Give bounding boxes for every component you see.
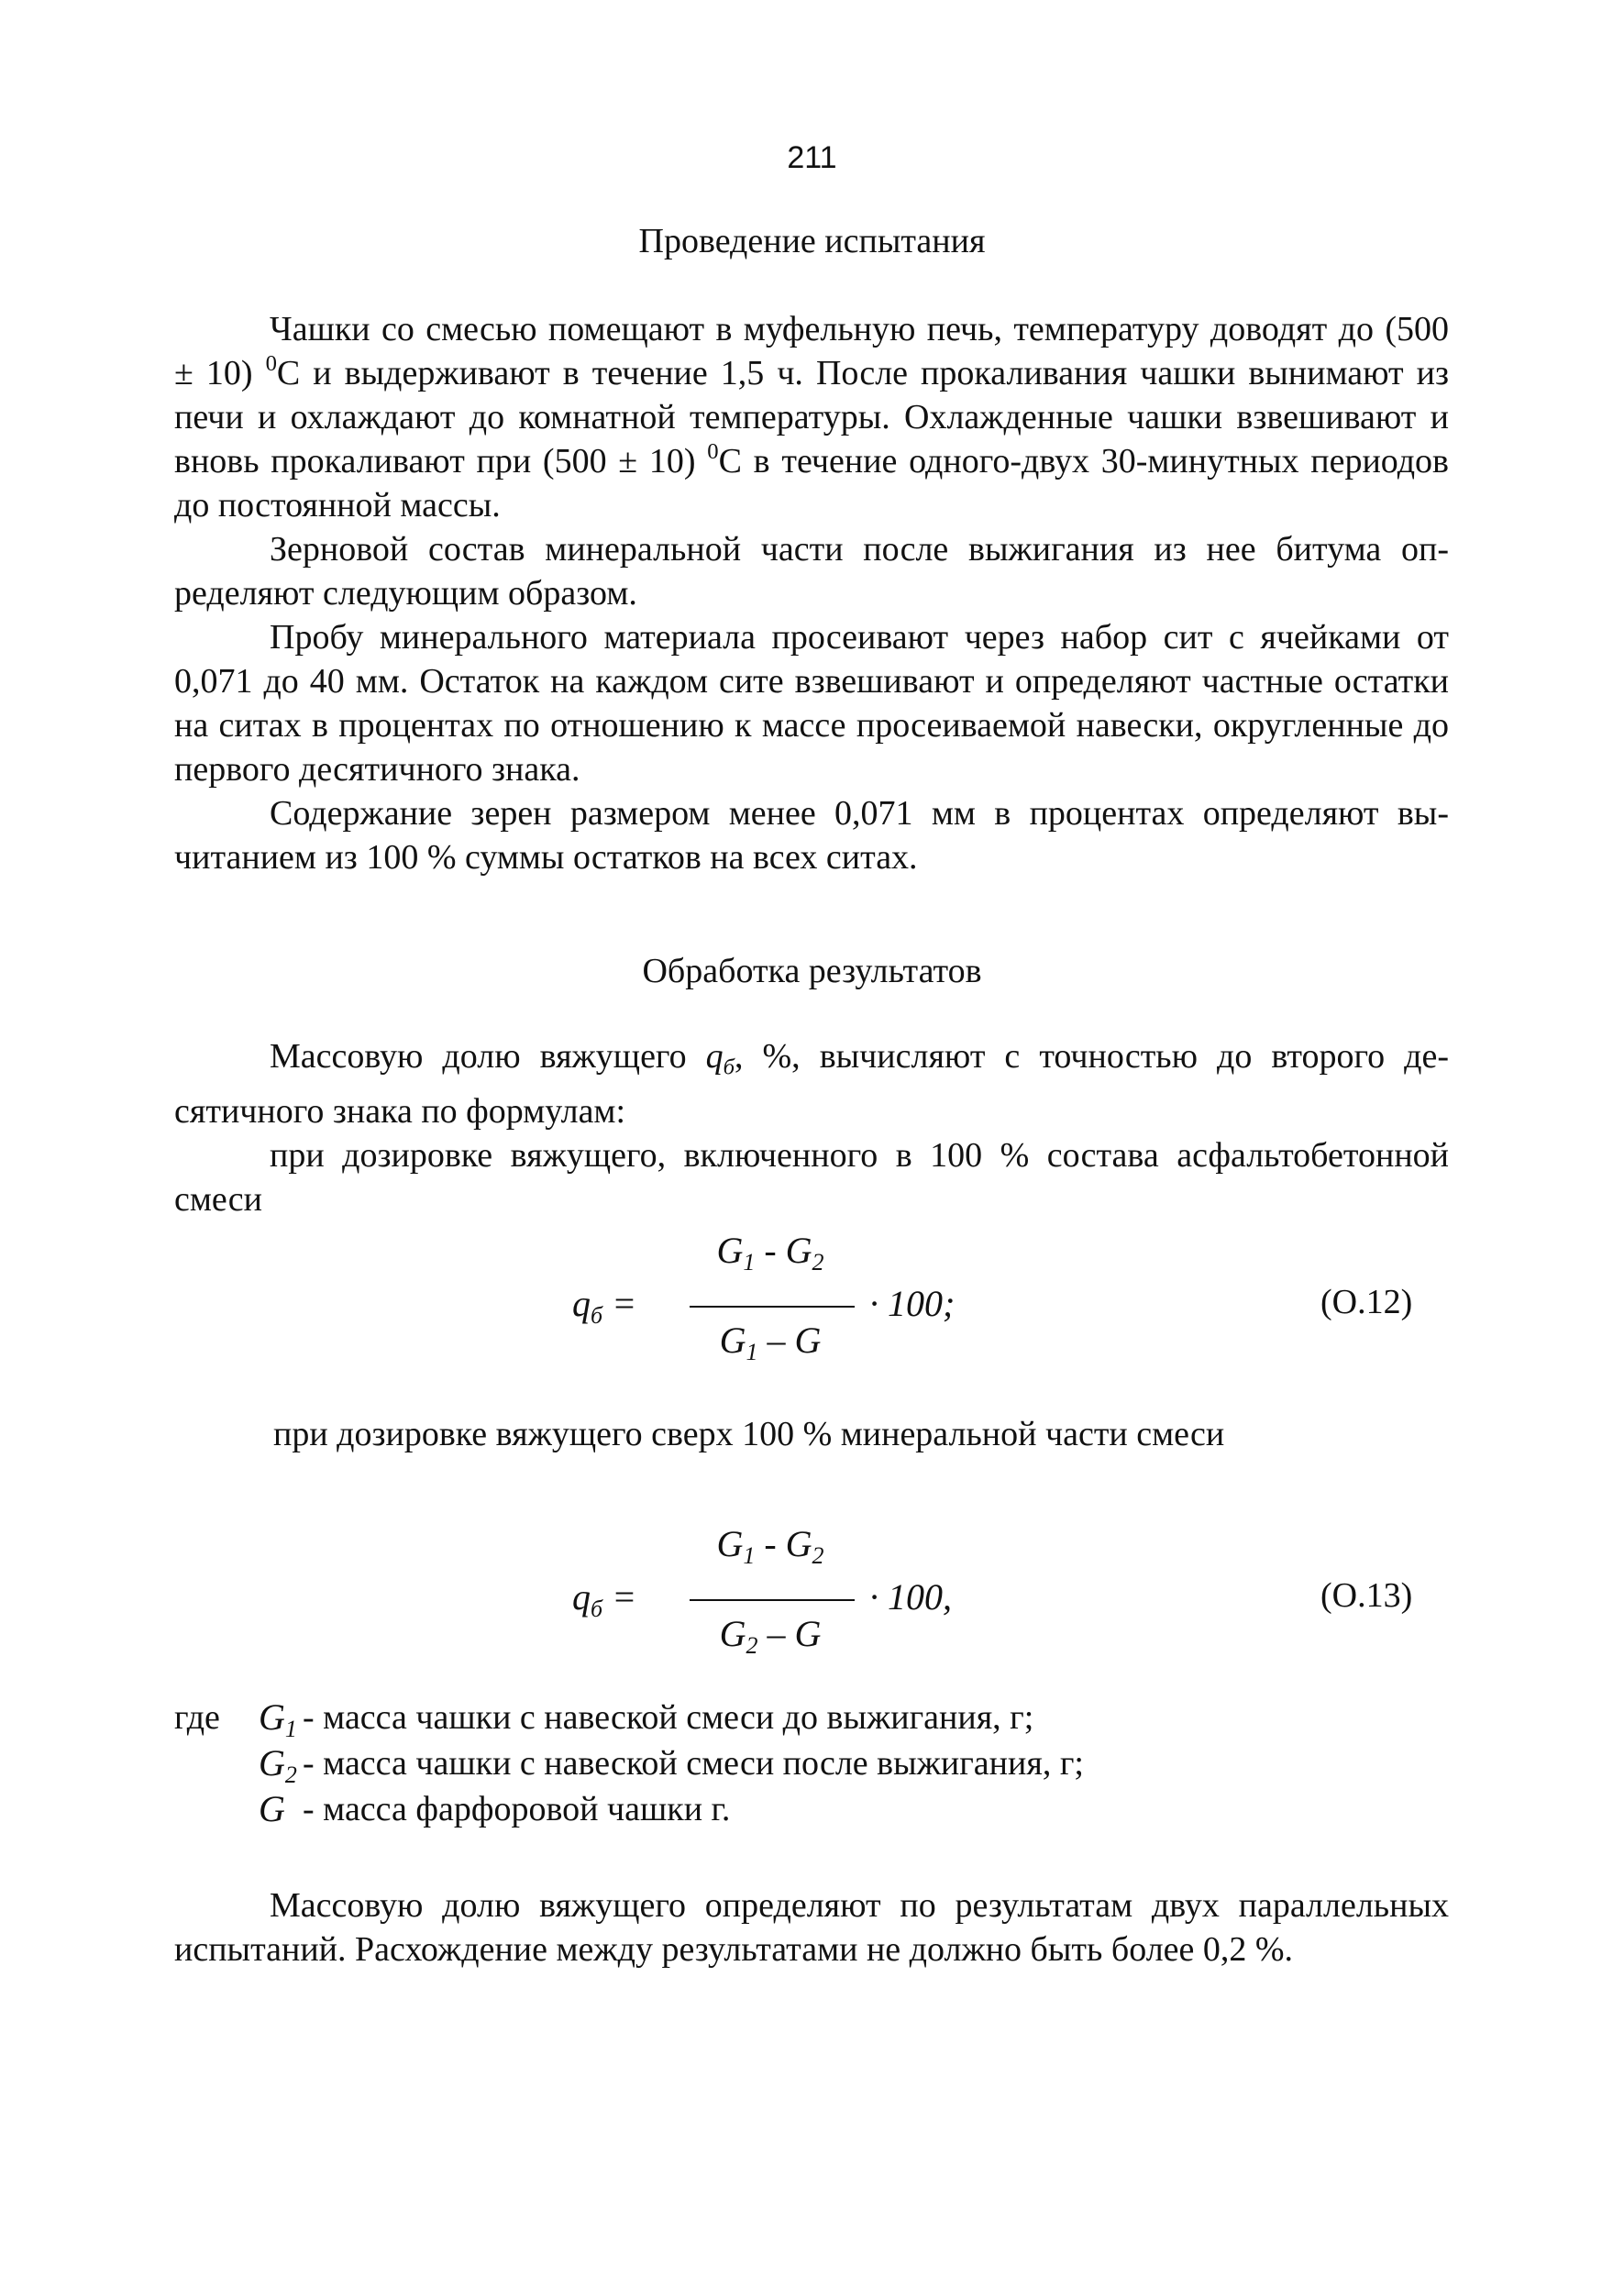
formula-lhs: $q_б$ = (572, 1576, 637, 1622)
section-heading-results: Обработка результатов (642, 952, 982, 990)
legend-symbol: $G_2$ (259, 1742, 297, 1788)
paragraph-parallel-tests: Массовую долю вяжущего определяют по результатам двух параллельных испытаний. Расхождение между результатами не должно быть более 0,2 %. (174, 1886, 1449, 1969)
section-heading-procedure: Проведение испытания (638, 222, 986, 260)
formula-numerator: $G_1 - G_2$ (716, 1523, 824, 1569)
paragraph-case-included: при дозировке вяжущего, включенного в 100 % состава асфальтобетонной смеси (174, 1136, 1449, 1220)
page-number: 211 (787, 140, 837, 175)
paragraph-sieving: Пробу минерального материала просеивают через набор сит с ячейками от 0,071 до 40 мм. Остаток на каждом сите взвешивают и определяют частные остатки на ситах в процентах по отношению к массе просеиваемой навески, округленные до первого десятичного знака. (174, 618, 1449, 789)
legend-where: где (174, 1698, 220, 1737)
legend-description: - масса чашки с навеской смеси после выжигания, г; (303, 1744, 1084, 1783)
legend-description: - масса фарфоровой чашки г. (303, 1790, 731, 1828)
conclusion-text (174, 1883, 1449, 1971)
formula-number: (О.12) (1320, 1283, 1413, 1321)
formula-multiplier: · 100, (869, 1576, 952, 1618)
results-intro (174, 1034, 1449, 1221)
paragraph-grain-composition: Зерновой состав минеральной части после выжигания из нее битума определяют следующим образом. (174, 530, 1449, 613)
paragraph-binder-fraction: Массовую долю вяжущего $q_б$, %, вычисляют с точностью до второго десятичного знака по формулам: (174, 1037, 1449, 1132)
fraction-bar (690, 1599, 855, 1601)
formula-multiplier: · 100; (869, 1283, 956, 1324)
legend-symbol: $G_1$ (259, 1696, 297, 1742)
formula-numerator: $G_1 - G_2$ (716, 1230, 824, 1276)
procedure-text (174, 307, 1449, 879)
paragraph-fine-grains: Содержание зерен размером менее 0,071 мм в процентах определяют вычитанием из 100 % суммы остатков на всех ситах. (174, 794, 1449, 877)
formula-denominator: $G_2$ – G (719, 1613, 822, 1659)
formula-number: (О.13) (1320, 1576, 1413, 1615)
formula-lhs: $q_б$ = (572, 1283, 637, 1329)
paragraph-muffle-furnace: Чашки со смесью помещают в муфельную печь, температуру доводят до (500 ± 10) $^0$С и выдерживают в течение 1,5 ч. После прокаливания чашки вынимают из печи и охлаждают до комнатной температуры. Охлажденные чашки взвешивают и вновь прокаливают при (500 ± 10) $^0$С в течение одного-двух 30-минутных периодов до постоянной массы. (174, 310, 1449, 525)
formula-o12 (0, 1229, 1624, 1394)
legend-symbol: G (259, 1788, 285, 1829)
formula-denominator: $G_1$ – G (719, 1320, 822, 1365)
fraction-bar (690, 1306, 855, 1308)
formula-o13 (0, 1522, 1624, 1687)
legend-description: - масса чашки с навеской смеси до выжигания, г; (303, 1698, 1034, 1737)
paragraph-case-above: при дозировке вяжущего сверх 100 % минеральной части смеси (273, 1415, 1225, 1453)
